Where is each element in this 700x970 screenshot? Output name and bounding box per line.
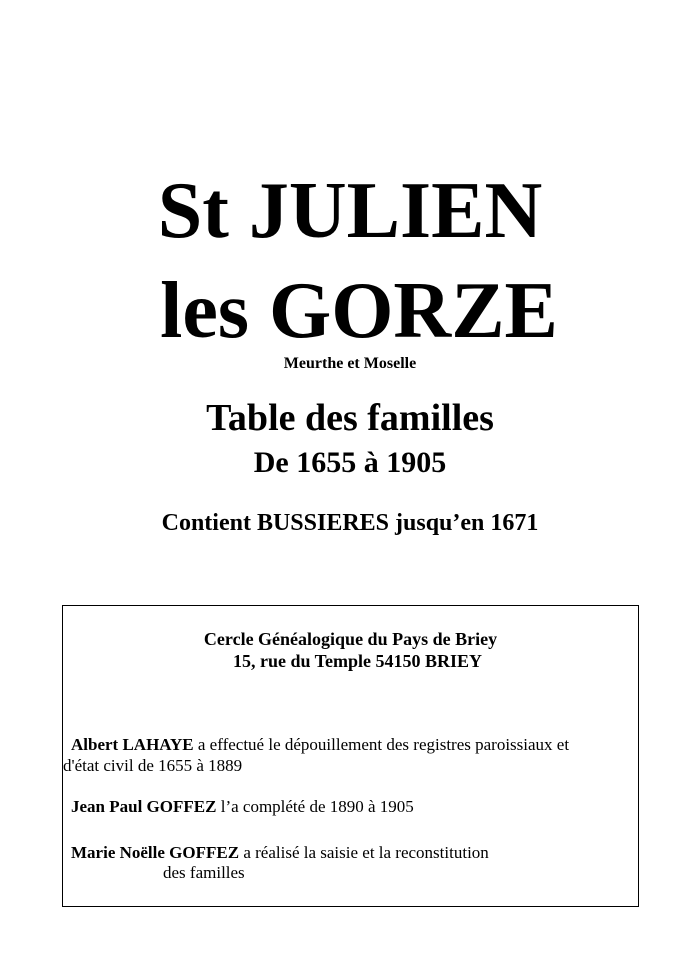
subtitle-date-range: De 1655 à 1905 [253, 446, 447, 479]
page-title-line1: St JULIEN [157, 167, 543, 255]
credit-name: Jean Paul GOFFEZ [71, 797, 217, 816]
credit-continuation: des familles [163, 863, 245, 882]
credit-text: a réalisé la saisie et la reconstitution [239, 843, 489, 862]
organization-name: Cercle Généalogique du Pays de Briey [203, 629, 498, 649]
subtitle-note: Contient BUSSIERES jusqu’en 1671 [161, 510, 539, 536]
credit-line [71, 842, 489, 864]
credit-text: l’a complété de 1890 à 1905 [216, 797, 414, 816]
region-label: Meurthe et Moselle [283, 355, 417, 372]
credits-box [62, 605, 639, 907]
credit-line [71, 796, 414, 818]
credit-name: Marie Noëlle GOFFEZ [71, 843, 240, 862]
credit-continuation: d'état civil de 1655 à 1889 [63, 756, 243, 775]
page-title-line2: les GORZE [160, 267, 558, 355]
subtitle-line1: Table des familles [206, 397, 494, 439]
credit-text: a effectué le dépouillement des registres paroissiaux et [193, 735, 570, 754]
credit-name: Albert LAHAYE [71, 735, 194, 754]
credit-line [71, 734, 569, 756]
organization-address: 15, rue du Temple 54150 BRIEY [232, 651, 483, 671]
